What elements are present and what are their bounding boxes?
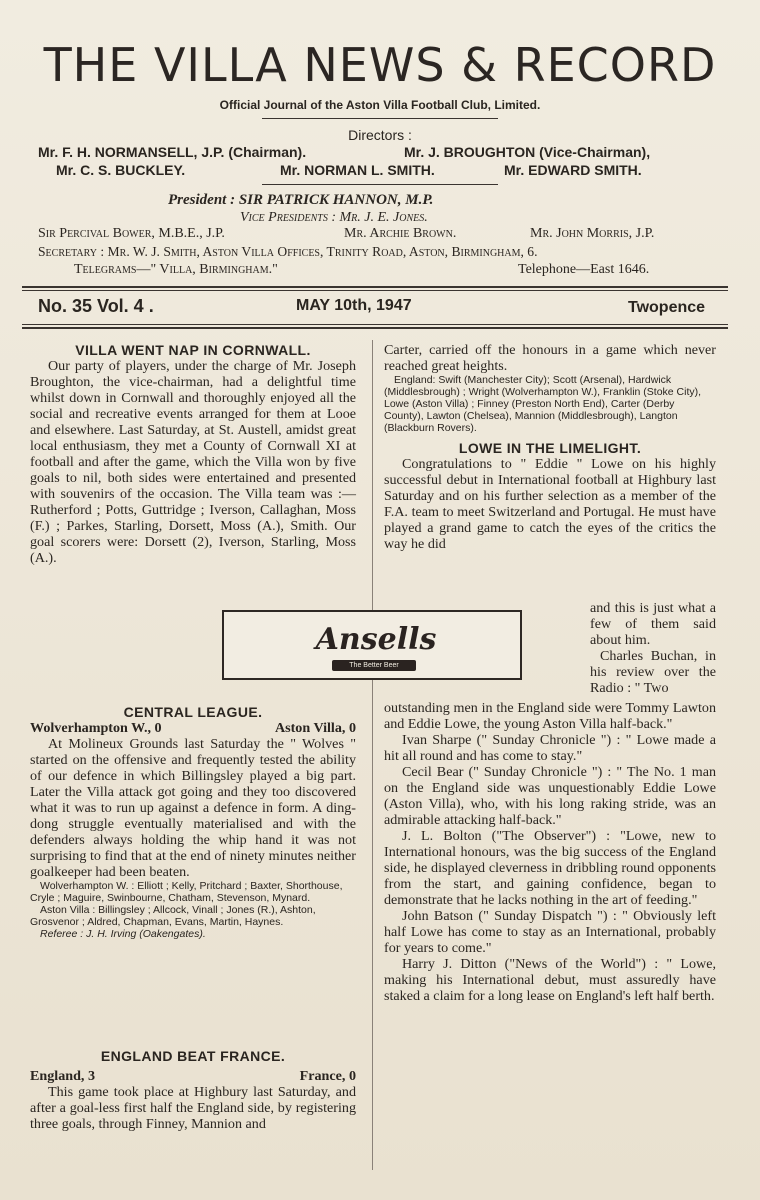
article-heading: ENGLAND BEAT FRANCE. <box>100 1048 286 1064</box>
ansells-tagline: The Better Beer <box>332 660 416 671</box>
quote-batson: John Batson (" Sunday Dispatch ") : " Obviously left half Lowe has come to stay as an International, probably for years to come." <box>384 908 716 956</box>
team-list: Aston Villa : Billingsley ; Allcock, Vinall ; Jones (R.), Ashton, Grosvenor ; Aldred, Chapman, Evans, Martin, Haynes. <box>30 904 316 928</box>
article-body: Congratulations to " Eddie " Lowe on his highly successful debut in International football at Highbury last Saturday and on his further selection as a member of the F.A. team to meet Switzerland and Portugal. He must have played a grand game to catch the eyes of the critics the way he did <box>384 456 716 552</box>
quote-sharpe: Ivan Sharpe (" Sunday Chronicle ") : " Lowe made a hit all round and has come to stay." <box>384 732 716 764</box>
director-chairman: Mr. F. H. NORMANSELL, J.P. (Chairman). <box>38 144 307 160</box>
divider <box>262 118 498 119</box>
divider <box>262 184 498 185</box>
england-france-section <box>30 1048 356 1132</box>
right-column-wrap <box>590 600 716 696</box>
article-body: This game took place at Highbury last Saturday, and after a goal-less first half the England side, by registering three goals, through Finney, Mannion and <box>30 1084 356 1132</box>
vice-presidents-line: Vice Presidents : Mr. J. E. Jones. <box>240 210 428 225</box>
secretary-line: Secretary : Mr. W. J. Smith, Aston Villa Offices, Trinity Road, Aston, Birmingham, 6. <box>38 244 538 259</box>
article-body: outstanding men in the England side were Tommy Lawton and Eddie Lowe, the young Aston Villa half-back." <box>384 700 716 732</box>
divider <box>22 324 728 325</box>
article-body: and this is just what a few of them said about him. <box>590 600 716 648</box>
central-league-section <box>30 704 356 940</box>
director-vice-chairman: Mr. J. BROUGHTON (Vice-Chairman), <box>404 144 651 160</box>
team-list: Wolverhampton W. : Elliott ; Kelly, Pritchard ; Baxter, Shorthouse, Cryle ; Maguire, Swinbourne, Chatham, Stevenson, Mynard. <box>30 880 343 904</box>
masthead-subtitle: Official Journal of the Aston Villa Football Club, Limited. <box>219 98 541 112</box>
article-body: Charles Buchan, in his review over the Radio : " Two <box>590 648 716 696</box>
referee-line: Referee : J. H. Irving (Oakengates). <box>40 928 206 940</box>
telephone-line: Telephone—East 1646. <box>518 262 650 277</box>
divider <box>22 290 728 291</box>
article-body: At Molineux Grounds last Saturday the " Wolves " started on the offensive and frequently tested the ability of our defence in which Billingsley played a big part. Later the Villa attack got going and they too discovered what it was to run up against a defence in form. A ding-dong struggle eventually materialised and with the defenders always holding the whip hand it was not surprising to find that at the end of ninety minutes neither goalkeeper had been beaten. <box>30 736 356 880</box>
director-norman-smith: Mr. NORMAN L. SMITH. <box>280 162 435 178</box>
quote-ditton: Harry J. Ditton ("News of the World") : " Lowe, making his International debut, must assuredly have staked a claim for a long lease on England's left half berth. <box>384 956 716 1004</box>
article-heading: VILLA WENT NAP IN CORNWALL. <box>75 342 311 358</box>
quote-bear: Cecil Bear (" Sunday Chronicle ") : " The No. 1 man on the England side was unquestionably Eddie Lowe (Aston Villa), who, with his long raking stride, was an admirable attacking half-back." <box>384 764 716 828</box>
director-edward-smith: Mr. EDWARD SMITH. <box>504 162 642 178</box>
home-team-score: Wolverhampton W., 0 <box>30 720 162 736</box>
telegrams-line: Telegrams—" Villa, Birmingham." <box>74 262 278 277</box>
director-buckley: Mr. C. S. BUCKLEY. <box>56 162 186 178</box>
issue-number: No. 35 Vol. 4 . <box>38 296 154 316</box>
right-column-top <box>384 342 716 552</box>
issue-bar <box>0 286 760 330</box>
away-team-score: France, 0 <box>299 1068 356 1084</box>
left-column <box>30 342 356 566</box>
vp-morris: Mr. John Morris, J.P. <box>530 226 655 241</box>
team-list: England: Swift (Manchester City); Scott (Arsenal), Hardwick (Middlesbrough) ; Wright (Wolverhampton W.), Franklin (Stoke City), Lowe (Aston Villa) ; Finney (Preston North End), Carter (Derby County), Lawton (Chelsea), Mannion (Middlesbrough), Langton (Blackburn Rovers). <box>384 374 702 434</box>
article-heading: CENTRAL LEAGUE. <box>123 704 263 720</box>
score-line <box>30 1068 356 1084</box>
issue-date: MAY 10th, 1947 <box>296 297 412 314</box>
directors-label: Directors : <box>348 127 412 143</box>
quote-bolton: J. L. Bolton ("The Observer") : "Lowe, new to International honours, was the big success of the England side, he displayed cleverness in dribbling round opponents from the start, and gaining confidence, began to demonstrate that he lacks nothing in the art of feeding." <box>384 828 716 908</box>
vp-bower: Sir Percival Bower, M.B.E., J.P. <box>38 226 225 241</box>
article-body: Carter, carried off the honours in a game which never reached great heights. <box>384 342 716 374</box>
masthead-title: THE VILLA NEWS & RECORD <box>43 38 717 92</box>
ansells-advertisement <box>222 610 522 680</box>
article-body: Our party of players, under the charge of Mr. Joseph Broughton, the vice-chairman, had a delightful time whilst down in Cornwall and thoroughly enjoyed all the social and recreative events arranged for them at Looe and elsewhere. Last Saturday, at St. Austell, amidst great local enthusiasm, they met a County of Cornwall XI at football and after the game, which the Villa won by five goals to nil, both sides were entertained and presented with souvenirs of the occasion. The Villa team was :—Rutherford ; Potts, Guttridge ; Iverson, Callaghan, Moss (F.) ; Parkes, Starling, Dorsett, Moss (A.), Smith. Our goal scorers were: Dorsett (2), Iverson, Starling, Moss (A.). <box>30 358 356 566</box>
issue-price: Twopence <box>628 299 706 316</box>
right-column-bottom <box>384 700 716 1004</box>
divider <box>22 327 728 329</box>
column-divider <box>372 340 373 1170</box>
away-team-score: Aston Villa, 0 <box>274 720 356 736</box>
article-heading: LOWE IN THE LIMELIGHT. <box>458 440 642 456</box>
score-line <box>30 720 356 736</box>
ansells-logo: Ansells <box>315 622 437 657</box>
home-team-score: England, 3 <box>30 1068 96 1084</box>
divider <box>22 286 728 288</box>
president-line: President : SIR PATRICK HANNON, M.P. <box>168 192 434 208</box>
vp-brown: Mr. Archie Brown. <box>344 226 457 241</box>
